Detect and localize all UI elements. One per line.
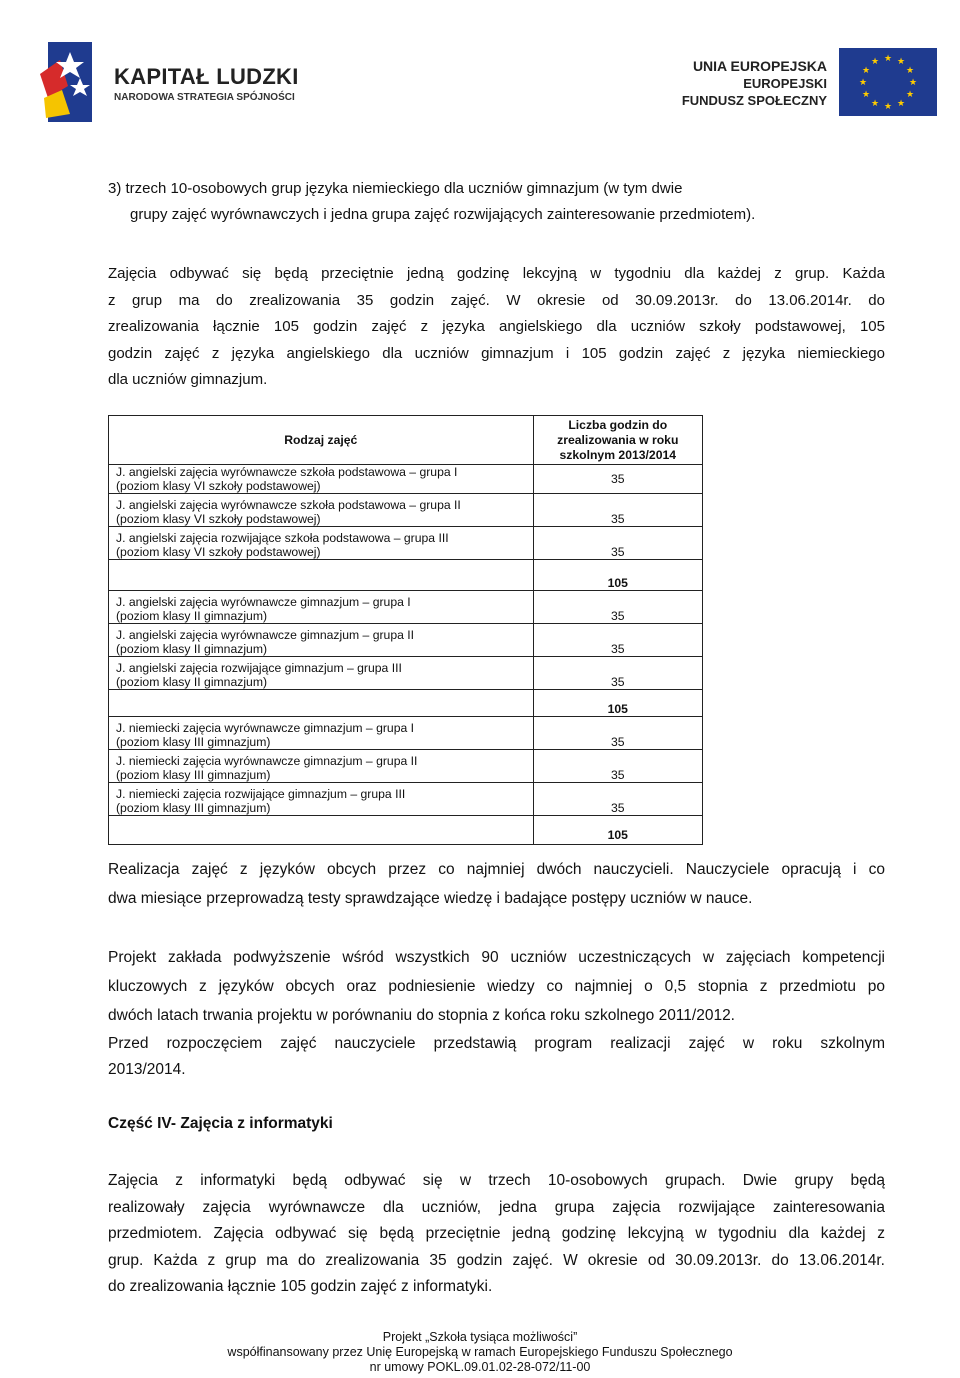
item-3 [108,176,885,228]
table-row [109,494,703,527]
svg-text:★: ★ [870,57,880,67]
svg-text:★: ★ [908,78,918,88]
paragraph-program [108,1031,885,1083]
p1-line: dwa miesiące przeprowadzą testy sprawdzające wiedzę i badające postępy uczniów w nauce. [108,890,753,907]
header-liczba-line: szkolnym 2013/2014 [559,448,677,462]
footer-line: współfinansowany przez Unię Europejską w ramach Europejskiego Funduszu Społecznego [227,1345,733,1359]
svg-text:★: ★ [861,66,871,76]
kapital-ludzki-title: KAPITAŁ LUDZKI [114,64,299,89]
row-level: (poziom klasy II gimnazjum) [116,675,268,689]
row-hours: 35 [533,591,702,624]
row-hours: 35 [533,527,702,560]
table-sum-row [109,560,703,591]
header-rodzaj: Rodzaj zajęć [109,416,534,465]
group-sum: 105 [533,560,702,591]
svg-text:★: ★ [870,99,880,109]
p3-line: Przed rozpoczęciem zajęć nauczyciele przedstawią program realizacji zajęć w roku szkolnym [108,1035,885,1052]
footer-line: Projekt „Szkoła tysiąca możliwości” [382,1330,578,1344]
svg-text:★: ★ [883,102,893,112]
row-hours: 35 [533,717,702,750]
row-hours: 35 [533,465,702,494]
row-title: J. angielski zajęcia wyrównawcze gimnazjum – grupa I [116,595,411,609]
row-title: J. niemiecki zajęcia wyrównawcze gimnazjum – grupa I [116,721,415,735]
intro-paragraph [108,261,885,394]
ue-efs-logo [675,40,945,132]
row-title: J. angielski zajęcia rozwijające szkoła podstawowa – grupa III [116,531,449,545]
table-row [109,527,703,560]
table-row [109,783,703,816]
kapital-ludzki-subtitle: NARODOWA STRATEGIA SPÓJNOŚCI [114,92,295,103]
table-row [109,624,703,657]
row-hours: 35 [533,494,702,527]
p4-line: do zrealizowania łącznie 105 godzin zajęć z informatyki. [108,1278,493,1295]
p4-line: Zajęcia z informatyki będą odbywać się w trzech 10-osobowych grupach. Dwie grupy będą [108,1172,885,1189]
p4-line: grup. Każda z grup ma do zrealizowania 35 godzin zajęć. W okresie od 30.09.2013r. do 13.06.2014r. [108,1251,885,1269]
p2-line: kluczowych z języków obcych oraz podniesienie wiedzy co najmniej o 0,5 stopnia z przedmiotu po [108,978,885,995]
row-title: J. angielski zajęcia wyrównawcze szkoła podstawowa – grupa I [116,465,458,479]
row-hours: 35 [533,624,702,657]
intro-line: z grup ma do zrealizowania 35 godzin zajęć. W okresie od 30.09.2013r. do 13.06.2014r. do [108,291,885,309]
row-level: (poziom klasy III gimnazjum) [116,768,271,782]
svg-text:★: ★ [883,54,893,64]
table-row [109,465,703,494]
table-row [109,717,703,750]
paragraph-informatyka [108,1168,885,1301]
hours-table [108,415,703,845]
row-level: (poziom klasy VI szkoły podstawowej) [116,479,321,493]
svg-text:★: ★ [905,90,915,100]
kapital-ludzki-emblem-icon [40,38,112,126]
row-hours: 35 [533,783,702,816]
group-sum: 105 [533,816,702,845]
row-level: (poziom klasy II gimnazjum) [116,609,268,623]
group-sum: 105 [533,690,702,717]
header-liczba-line: zrealizowania w roku [557,433,679,447]
row-level: (poziom klasy VI szkoły podstawowej) [116,512,321,526]
row-title: J. niemiecki zajęcia wyrównawcze gimnazjum – grupa II [116,754,418,768]
row-title: J. angielski zajęcia wyrównawcze gimnazjum – grupa II [116,628,415,642]
ue-line-3: FUNDUSZ SPOŁECZNY [681,93,827,108]
ue-efs-text [682,58,827,109]
ue-line-1: UNIA EUROPEJSKA [692,58,827,74]
p2-line: Projekt zakłada podwyższenie wśród wszystkich 90 uczniów uczestniczących w zajęciach kompetencji [108,949,885,966]
svg-text:★: ★ [896,57,906,67]
p3-line: 2013/2014. [108,1061,186,1078]
p1-line: Realizacja zajęć z języków obcych przez co najmniej dwóch nauczycieli. Nauczyciele opracują i co [108,861,885,878]
row-hours: 35 [533,657,702,690]
kapital-ludzki-logo [40,38,310,128]
svg-text:★: ★ [905,66,915,76]
intro-line: dla uczniów gimnazjum. [108,371,268,388]
svg-text:★: ★ [858,78,868,88]
eu-flag-icon [839,48,937,116]
item-3-line-2: grupy zajęć wyrównawczych i jedna grupa zajęć rozwijających zainteresowanie przedmiotem). [130,206,756,223]
table-row [109,657,703,690]
row-hours: 35 [533,750,702,783]
svg-text:★: ★ [896,99,906,109]
row-level: (poziom klasy VI szkoły podstawowej) [116,545,321,559]
svg-text:★: ★ [861,90,871,100]
intro-line: Zajęcia odbywać się będą przeciętnie jedną godzinę lekcyjną w tygodniu dla każdej z grup. Każda [108,265,885,282]
table-row [109,591,703,624]
page-footer [0,1330,960,1375]
intro-line: godzin zajęć z języka angielskiego dla uczniów gimnazjum i 105 godzin zajęć z języka niemieckiego [108,344,885,362]
section-heading: Część IV- Zajęcia z informatyki [108,1115,333,1132]
p4-line: realizowały zajęcia wyrównawcze dla uczniów, jedna grupa zajęcia rozwijające zainteresowania [108,1198,885,1216]
table-sum-row [109,816,703,845]
p2-line: dwóch latach trwania projektu w porównaniu do stopnia z końca roku szkolnego 2011/2012. [108,1007,735,1024]
p4-line: przedmiotem. Zajęcia odbywać się będą przeciętnie jedną godzinę lekcyjną w tygodniu dla każdej z [108,1225,885,1242]
row-title: J. niemiecki zajęcia rozwijające gimnazjum – grupa III [116,787,406,801]
header-liczba-line: Liczba godzin do [568,418,668,432]
footer-line: nr umowy POKL.09.01.02-28-072/11-00 [369,1360,591,1374]
item-3-line-1: 3) trzech 10-osobowych grup języka niemieckiego dla uczniów gimnazjum (w tym dwie [108,180,683,197]
table-header-row [109,416,703,465]
header-liczba [533,416,702,465]
paragraph-nauczyciele [108,855,885,913]
table-sum-row [109,690,703,717]
row-level: (poziom klasy III gimnazjum) [116,801,271,815]
row-title: J. angielski zajęcia wyrównawcze szkoła podstawowa – grupa II [116,498,461,512]
table-row [109,750,703,783]
paragraph-projekt [108,943,885,1030]
ue-line-2: EUROPEJSKI [743,76,827,91]
row-title: J. angielski zajęcia rozwijające gimnazjum – grupa III [116,661,402,675]
row-level: (poziom klasy III gimnazjum) [116,735,271,749]
intro-line: zrealizowania łącznie 105 godzin zajęć z języka angielskiego dla uczniów szkoły podstawowej, 105 [108,318,885,335]
row-level: (poziom klasy II gimnazjum) [116,642,268,656]
